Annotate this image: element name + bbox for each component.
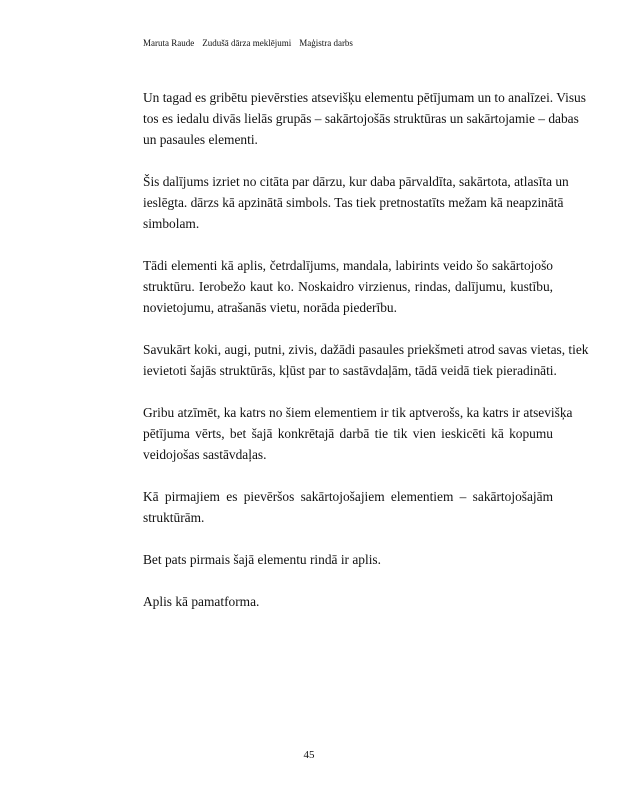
text-line: Šis dalījums izriet no citāta par dārzu, kur daba pārvaldīta, sakārtota, atlasīta un bbox=[143, 174, 569, 189]
paragraph bbox=[143, 486, 553, 528]
text-line: novietojumu, atrašanās vietu, norāda piederību. bbox=[143, 300, 397, 315]
text-line: Kā pirmajiem es pievēršos sakārtojošajiem elementiem – sakārtojošajām bbox=[143, 489, 553, 504]
text-line: struktūru. Ierobežo kaut ko. Noskaidro virzienus, rindas, dalījumu, kustību, bbox=[143, 279, 553, 294]
text-line: tos es iedalu divās lielās grupās – sakārtojošās struktūras un sakārtojamie – dabas bbox=[143, 111, 579, 126]
text-line: veidojošas sastāvdaļas. bbox=[143, 447, 267, 462]
paragraph bbox=[143, 255, 553, 318]
text-line: ievietoti šajās struktūrās, kļūst par to sastāvdaļām, tādā veidā tiek pieradināti. bbox=[143, 363, 557, 378]
paragraph bbox=[143, 171, 569, 234]
page-number: 45 bbox=[303, 749, 315, 761]
text-line: simbolam. bbox=[143, 216, 200, 231]
paragraph bbox=[143, 339, 589, 381]
text-line: Bet pats pirmais šajā elementu rindā ir aplis. bbox=[143, 552, 381, 567]
header-author: Maruta Raude bbox=[143, 38, 195, 48]
text-line: Aplis kā pamatforma. bbox=[143, 594, 260, 609]
header-title: Zudušā dārza meklējumi bbox=[202, 38, 292, 48]
document-body bbox=[143, 87, 589, 633]
text-line: ieslēgta. dārzs kā apzinātā simbols. Tas tiek pretnostatīts mežam kā neapzinātā bbox=[143, 195, 564, 210]
paragraph bbox=[143, 87, 586, 150]
running-header bbox=[143, 38, 361, 48]
text-line: Savukārt koki, augi, putni, zivis, dažādi pasaules priekšmeti atrod savas vietas, tiek bbox=[143, 342, 589, 357]
text-line: Un tagad es gribētu pievērsties atsevišķu elementu pētījumam un to analīzei. Visus bbox=[143, 90, 586, 105]
text-line: pētījuma vērts, bet šajā konkrētajā darbā tie tik vien ieskicēti kā kopumu bbox=[143, 426, 553, 441]
paragraph bbox=[143, 549, 553, 570]
paragraph bbox=[143, 591, 553, 612]
text-line: struktūrām. bbox=[143, 510, 205, 525]
text-line: Gribu atzīmēt, ka katrs no šiem elementiem ir tik aptverošs, ka katrs ir atsevišķa bbox=[143, 405, 573, 420]
text-line: Tādi elementi kā aplis, četrdalījums, mandala, labirints veido šo sakārtojošo bbox=[143, 258, 553, 273]
text-line: un pasaules elementi. bbox=[143, 132, 258, 147]
paragraph bbox=[143, 402, 573, 465]
header-type: Maģistra darbs bbox=[299, 38, 353, 48]
